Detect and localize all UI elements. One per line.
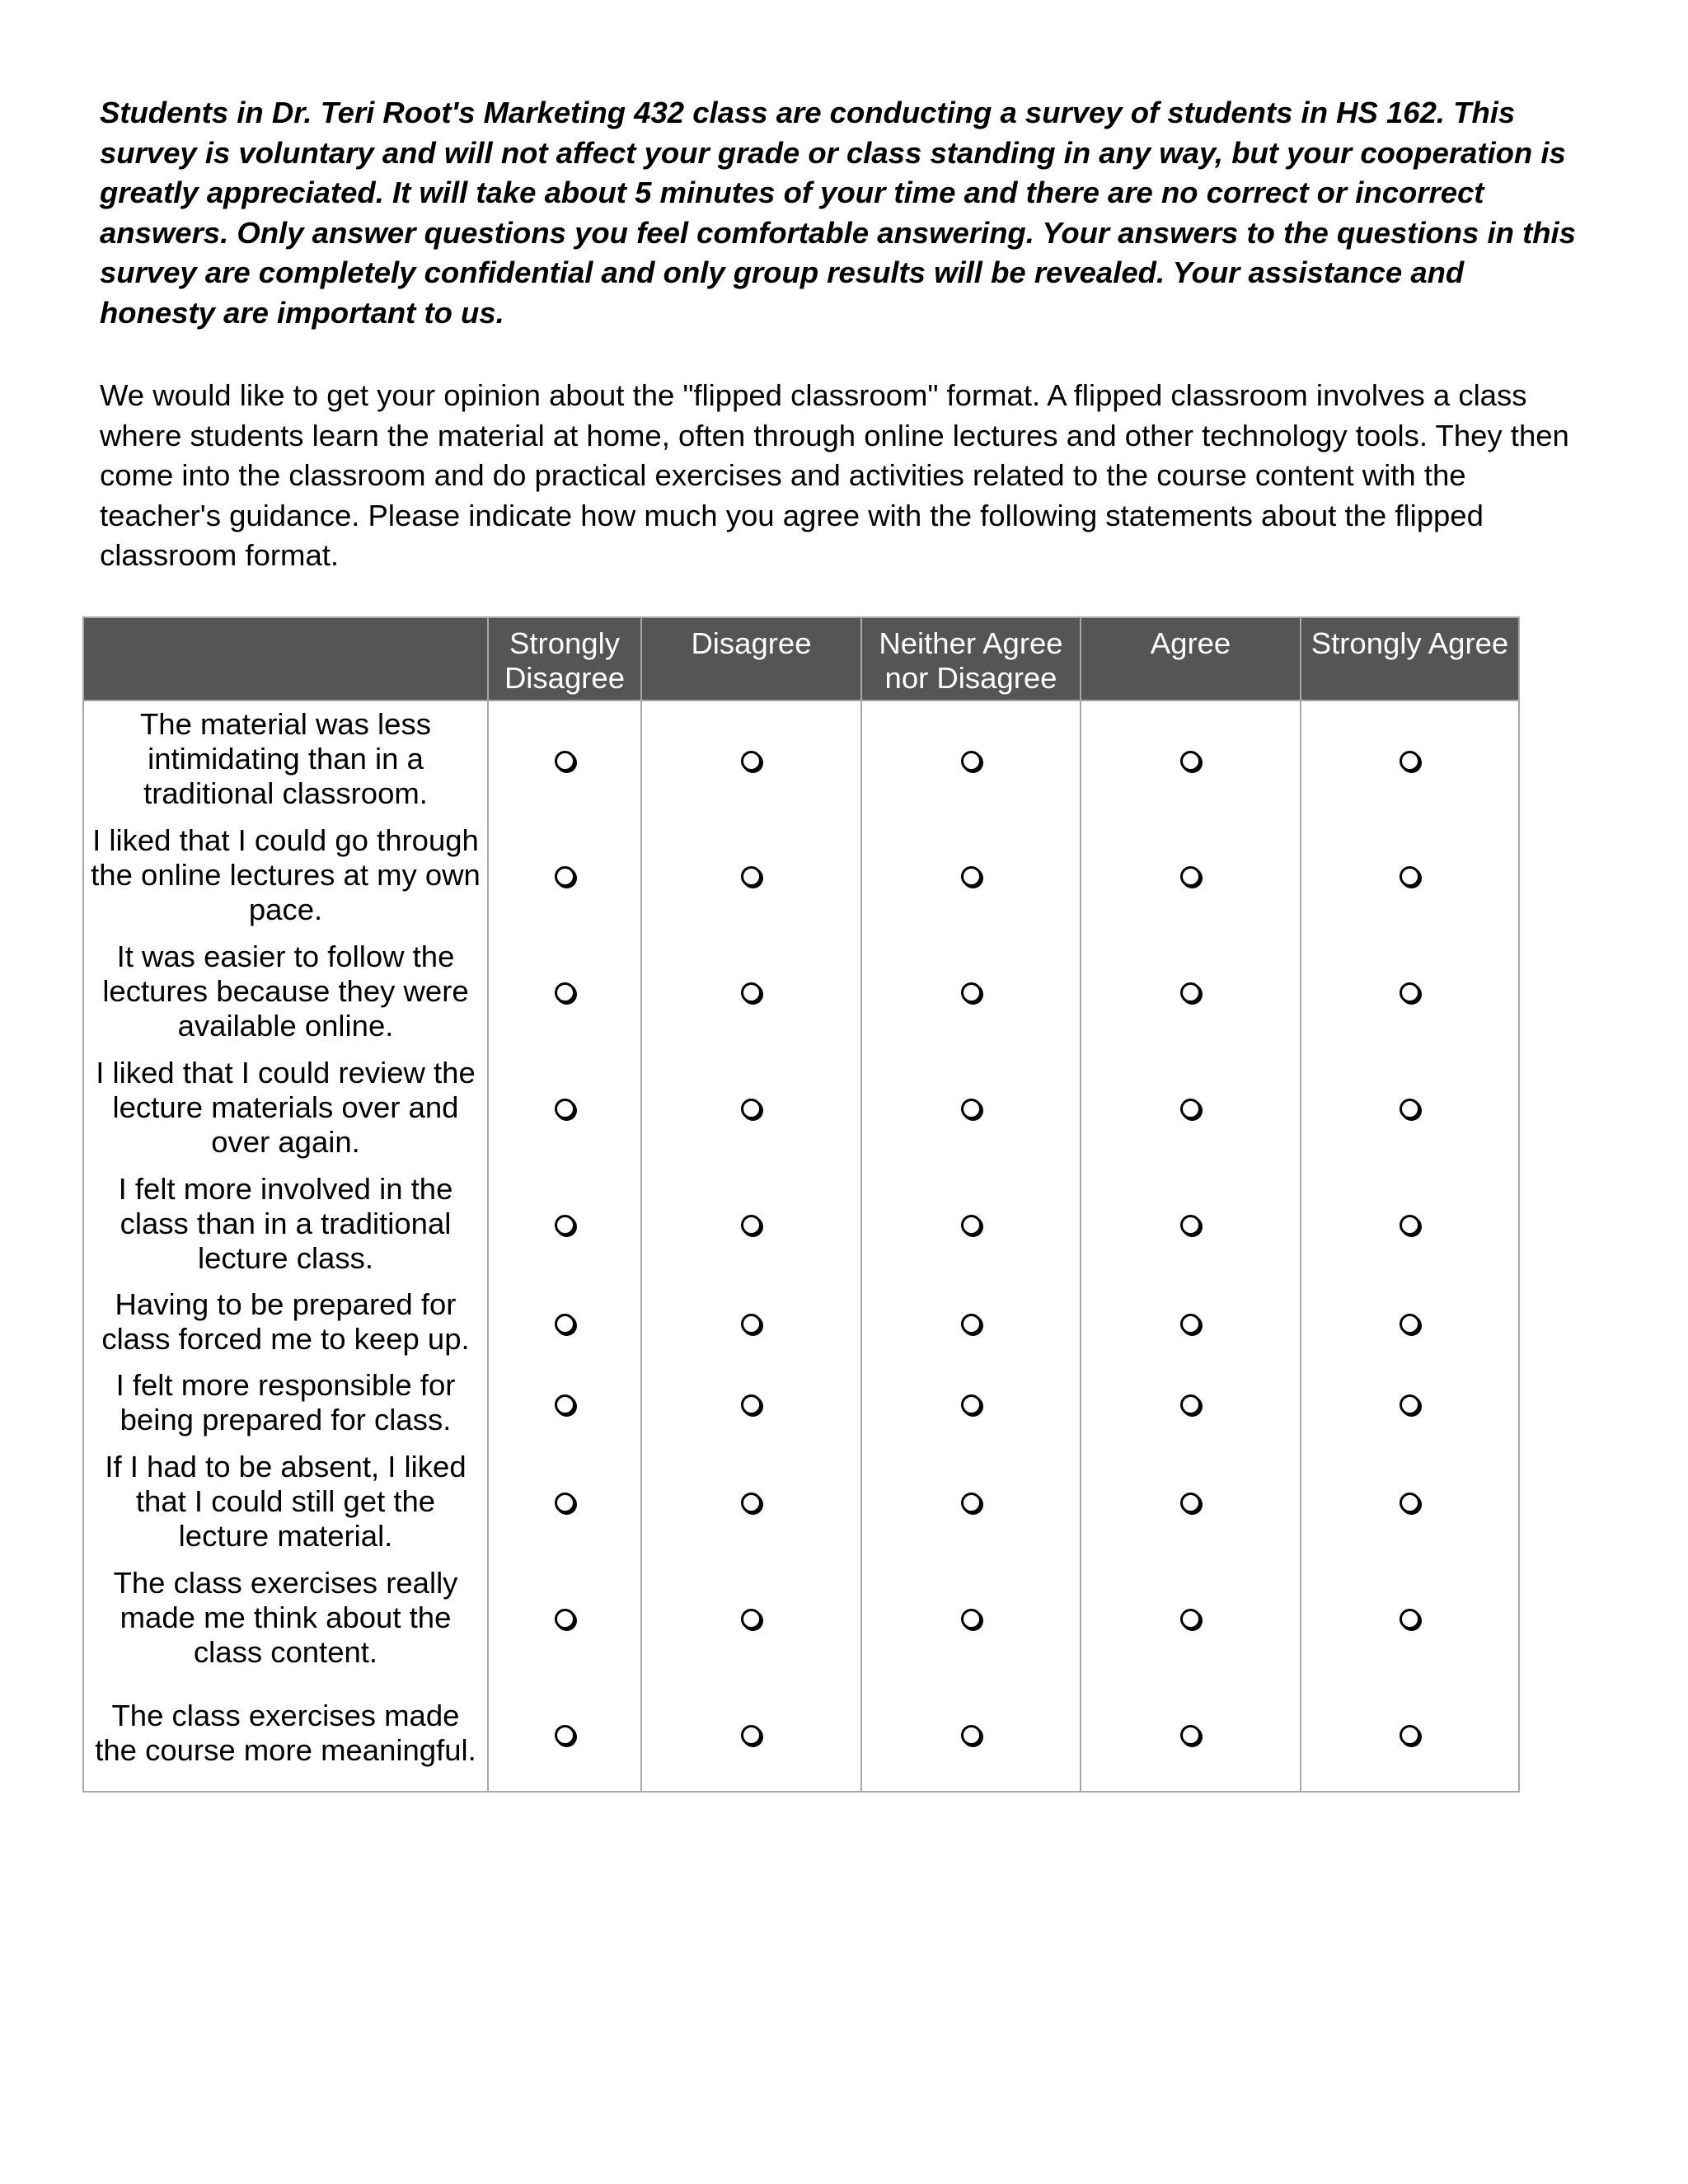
radio-cell	[1081, 933, 1301, 1049]
radio-strongly-agree[interactable]	[1400, 751, 1420, 771]
instructions-paragraph: We would like to get your opinion about the "flipped classroom" format. A flipped classroom involves a class where students learn the material at home, often through online lectures and other technology tools. They then come into the classroom and do practical exercises and activities related to the course content with the teacher's guidance. Please indicate how much you agree with the following statements about the flipped classroom format.	[100, 378, 1569, 573]
table-row	[83, 1559, 1519, 1675]
radio-cell	[861, 1362, 1081, 1443]
radio-strongly-agree[interactable]	[1400, 982, 1420, 1003]
radio-cell	[1081, 1282, 1301, 1362]
radio-cell	[488, 1282, 641, 1362]
radio-strongly-disagree[interactable]	[555, 982, 575, 1003]
radio-cell	[641, 1362, 861, 1443]
radio-disagree[interactable]	[741, 1609, 762, 1629]
radio-agree[interactable]	[1180, 1215, 1201, 1235]
statement-text: The class exercises made the course more meaningful.	[83, 1675, 488, 1792]
radio-cell	[641, 1443, 861, 1559]
radio-neutral[interactable]	[961, 1215, 982, 1235]
radio-cell	[861, 1559, 1081, 1675]
radio-cell	[641, 1165, 861, 1282]
radio-cell	[641, 1559, 861, 1675]
radio-cell	[641, 933, 861, 1049]
radio-strongly-agree[interactable]	[1400, 1609, 1420, 1629]
radio-cell	[1081, 817, 1301, 933]
radio-strongly-agree[interactable]	[1400, 1099, 1420, 1119]
radio-neutral[interactable]	[961, 1725, 982, 1746]
radio-cell	[1301, 1443, 1519, 1559]
radio-cell	[488, 1362, 641, 1443]
header-strongly-disagree: Strongly Disagree	[488, 617, 641, 701]
radio-cell	[1301, 1675, 1519, 1792]
radio-cell	[861, 1049, 1081, 1165]
radio-neutral[interactable]	[961, 1609, 982, 1629]
header-disagree: Disagree	[641, 617, 861, 701]
radio-neutral[interactable]	[961, 866, 982, 887]
radio-cell	[1301, 817, 1519, 933]
radio-cell	[488, 701, 641, 817]
radio-cell	[861, 1165, 1081, 1282]
radio-strongly-agree[interactable]	[1400, 1215, 1420, 1235]
radio-agree[interactable]	[1180, 1314, 1201, 1334]
radio-strongly-disagree[interactable]	[555, 1215, 575, 1235]
radio-cell	[488, 817, 641, 933]
radio-disagree[interactable]	[741, 1215, 762, 1235]
radio-neutral[interactable]	[961, 751, 982, 771]
radio-cell	[1081, 1559, 1301, 1675]
radio-agree[interactable]	[1180, 1099, 1201, 1119]
radio-cell	[1301, 933, 1519, 1049]
radio-cell	[1081, 1675, 1301, 1792]
statement-text: I felt more responsible for being prepared for class.	[83, 1362, 488, 1443]
header-agree: Agree	[1081, 617, 1301, 701]
intro-paragraph: Students in Dr. Teri Root's Marketing 432 class are conducting a survey of students in HS 162. This survey is voluntary and will not affect your grade or class standing in any way, but your cooperation is greatly appreciated. It will take about 5 minutes of your time and there are no correct or incorrect answers. Only answer questions you feel comfortable answering. Your answers to the questions in this survey are completely confidential and only group results will be revealed. Your assistance and honesty are important to us.	[100, 96, 1576, 330]
radio-strongly-disagree[interactable]	[555, 751, 575, 771]
radio-cell	[1081, 701, 1301, 817]
radio-cell	[861, 1282, 1081, 1362]
statement-text: I liked that I could review the lecture materials over and over again.	[83, 1049, 488, 1165]
radio-cell	[488, 1559, 641, 1675]
radio-strongly-disagree[interactable]	[555, 1725, 575, 1746]
radio-disagree[interactable]	[741, 1493, 762, 1513]
radio-neutral[interactable]	[961, 982, 982, 1003]
radio-strongly-agree[interactable]	[1400, 1493, 1420, 1513]
radio-agree[interactable]	[1180, 982, 1201, 1003]
radio-cell	[641, 701, 861, 817]
header-strongly-agree: Strongly Agree	[1301, 617, 1519, 701]
radio-cell	[1301, 1165, 1519, 1282]
radio-cell	[861, 1675, 1081, 1792]
radio-strongly-agree[interactable]	[1400, 1725, 1420, 1746]
radio-cell	[1301, 701, 1519, 817]
radio-cell	[1081, 1362, 1301, 1443]
radio-strongly-agree[interactable]	[1400, 1394, 1420, 1415]
statement-text: Having to be prepared for class forced me to keep up.	[83, 1282, 488, 1362]
radio-cell	[488, 1443, 641, 1559]
radio-strongly-disagree[interactable]	[555, 1314, 575, 1334]
statement-text: It was easier to follow the lectures because they were available online.	[83, 933, 488, 1049]
radio-cell	[641, 817, 861, 933]
radio-agree[interactable]	[1180, 1609, 1201, 1629]
table-row	[83, 1165, 1519, 1282]
radio-agree[interactable]	[1180, 1394, 1201, 1415]
statement-text: The class exercises really made me think about the class content.	[83, 1559, 488, 1675]
radio-strongly-disagree[interactable]	[555, 866, 575, 887]
radio-neutral[interactable]	[961, 1099, 982, 1119]
statement-text: The material was less intimidating than in a traditional classroom.	[83, 701, 488, 817]
radio-neutral[interactable]	[961, 1314, 982, 1334]
radio-strongly-disagree[interactable]	[555, 1394, 575, 1415]
radio-cell	[1301, 1559, 1519, 1675]
radio-disagree[interactable]	[741, 1394, 762, 1415]
radio-cell	[1301, 1282, 1519, 1362]
radio-disagree[interactable]	[741, 982, 762, 1003]
radio-cell	[488, 1165, 641, 1282]
radio-agree[interactable]	[1180, 751, 1201, 771]
radio-disagree[interactable]	[741, 1314, 762, 1334]
radio-strongly-disagree[interactable]	[555, 1099, 575, 1119]
table-row	[83, 701, 1519, 817]
radio-disagree[interactable]	[741, 1725, 762, 1746]
radio-cell	[641, 1675, 861, 1792]
radio-strongly-agree[interactable]	[1400, 1314, 1420, 1334]
table-row	[83, 1362, 1519, 1443]
table-row	[83, 1049, 1519, 1165]
radio-neutral[interactable]	[961, 1394, 982, 1415]
table-row	[83, 1675, 1519, 1792]
header-statement	[83, 617, 488, 701]
radio-cell	[1301, 1049, 1519, 1165]
radio-disagree[interactable]	[741, 751, 762, 771]
radio-cell	[861, 1443, 1081, 1559]
radio-cell	[861, 701, 1081, 817]
radio-cell	[488, 933, 641, 1049]
radio-cell	[641, 1282, 861, 1362]
radio-cell	[861, 817, 1081, 933]
radio-neutral[interactable]	[961, 1493, 982, 1513]
table-row	[83, 817, 1519, 933]
radio-cell	[488, 1675, 641, 1792]
radio-disagree[interactable]	[741, 866, 762, 887]
radio-strongly-disagree[interactable]	[555, 1609, 575, 1629]
radio-agree[interactable]	[1180, 866, 1201, 887]
likert-table	[82, 616, 1520, 1793]
radio-cell	[1081, 1165, 1301, 1282]
table-row	[83, 1443, 1519, 1559]
radio-cell	[488, 1049, 641, 1165]
radio-cell	[1081, 1443, 1301, 1559]
radio-agree[interactable]	[1180, 1493, 1201, 1513]
header-row	[83, 617, 1519, 701]
radio-cell	[1301, 1362, 1519, 1443]
statement-text: I felt more involved in the class than in a traditional lecture class.	[83, 1165, 488, 1282]
statement-text: I liked that I could go through the online lectures at my own pace.	[83, 817, 488, 933]
radio-cell	[861, 933, 1081, 1049]
radio-agree[interactable]	[1180, 1725, 1201, 1746]
radio-disagree[interactable]	[741, 1099, 762, 1119]
table-row	[83, 1282, 1519, 1362]
table-row	[83, 933, 1519, 1049]
header-neutral: Neither Agree nor Disagree	[861, 617, 1081, 701]
radio-strongly-agree[interactable]	[1400, 866, 1420, 887]
radio-cell	[641, 1049, 861, 1165]
radio-cell	[1081, 1049, 1301, 1165]
statement-text: If I had to be absent, I liked that I could still get the lecture material.	[83, 1443, 488, 1559]
radio-strongly-disagree[interactable]	[555, 1493, 575, 1513]
